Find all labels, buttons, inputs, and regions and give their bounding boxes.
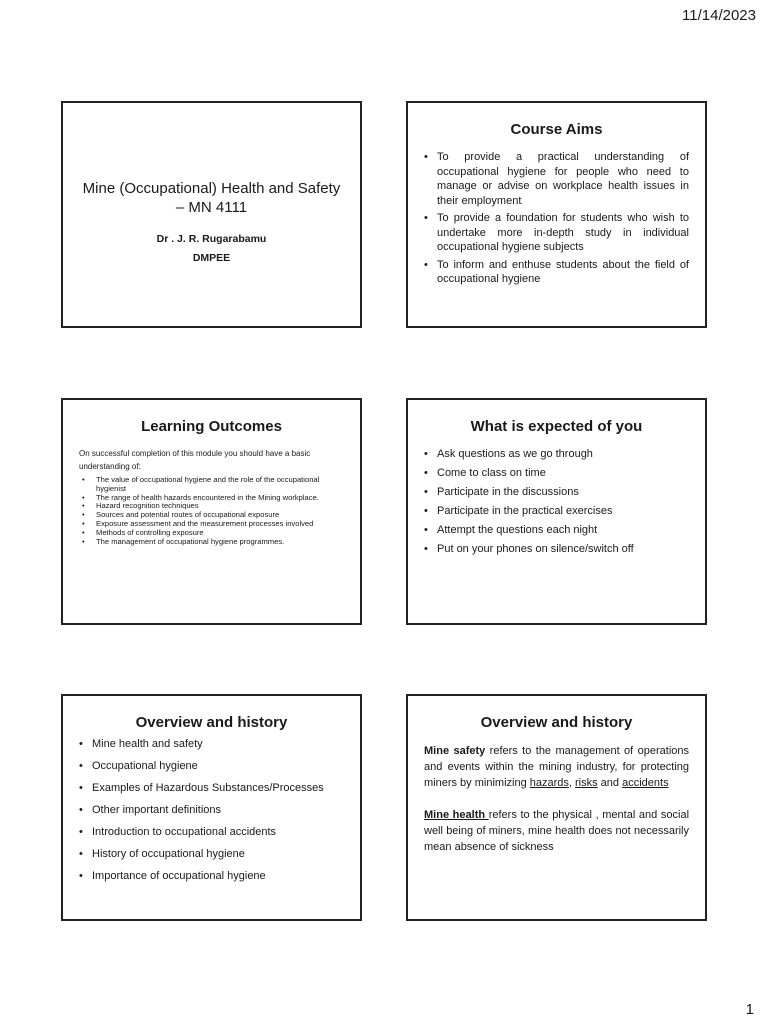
list-item: • Participate in the discussions bbox=[424, 485, 689, 499]
separator-text: , bbox=[568, 777, 576, 789]
slide-title: What is expected of you bbox=[470, 418, 643, 435]
slide-title: Course Aims bbox=[510, 121, 603, 138]
department-name: DMPEE bbox=[192, 252, 231, 264]
slide-learning-outcomes bbox=[61, 398, 362, 625]
list-item: • Occupational hygiene bbox=[79, 759, 344, 773]
list-item: • The range of health hazards encountered in the Mining workplace. bbox=[82, 494, 344, 503]
slide-overview-definitions bbox=[406, 694, 707, 921]
intro-text: On successful completion of this module you should have a basic understanding of: bbox=[79, 449, 311, 471]
definition-text: refers to the management of operations and events within the mining industry, for protecting miners by minimizing bbox=[424, 745, 689, 789]
page-number: 1 bbox=[745, 1001, 754, 1018]
slide-title: Overview and history bbox=[135, 714, 288, 731]
list-item: • To provide a practical understanding of occupational hygiene for people who need to manage or advise on workplace health issues in their employment bbox=[424, 150, 689, 208]
list-item: • Sources and potential routes of occupational exposure bbox=[82, 511, 344, 520]
bullet-list bbox=[79, 737, 344, 883]
list-item: • Examples of Hazardous Substances/Processes bbox=[79, 781, 344, 795]
list-item: • Put on your phones on silence/switch off bbox=[424, 542, 689, 556]
list-item: • History of occupational hygiene bbox=[79, 847, 344, 861]
separator-text: and bbox=[597, 777, 623, 789]
slide-overview-list bbox=[61, 694, 362, 921]
list-item: • To provide a foundation for students who wish to undertake more in-depth study in individual occupational hygiene subjects bbox=[424, 211, 689, 255]
list-item: • Introduction to occupational accidents bbox=[79, 825, 344, 839]
list-item: • Come to class on time bbox=[424, 466, 689, 480]
list-item: • Other important definitions bbox=[79, 803, 344, 817]
list-item: • Importance of occupational hygiene bbox=[79, 869, 344, 883]
list-item: • Mine health and safety bbox=[79, 737, 344, 751]
list-item: • The management of occupational hygiene programmes. bbox=[82, 538, 344, 547]
accidents-link[interactable]: accidents bbox=[622, 777, 669, 789]
slide-course-aims bbox=[406, 101, 707, 328]
list-item: • The value of occupational hygiene and the role of the occupational hygienist bbox=[82, 476, 344, 494]
list-item: • Participate in the practical exercises bbox=[424, 504, 689, 518]
list-item: • Methods of controlling exposure bbox=[82, 529, 344, 538]
list-item: • To inform and enthuse students about the field of occupational hygiene bbox=[424, 258, 689, 287]
term-mine-safety: Mine safety bbox=[424, 745, 486, 757]
author-name: Dr . J. R. Rugarabamu bbox=[156, 233, 267, 245]
list-item: • Exposure assessment and the measurement processes involved bbox=[82, 520, 344, 529]
slide-title: Overview and history bbox=[480, 714, 633, 731]
bullet-list bbox=[424, 447, 689, 556]
term-mine-health: Mine health bbox=[424, 809, 489, 821]
bullet-list bbox=[424, 150, 689, 287]
mine-health-definition bbox=[424, 807, 689, 855]
hazards-link[interactable]: hazards bbox=[529, 777, 569, 789]
bullet-list bbox=[79, 476, 344, 546]
definition-text: refers to the physical , mental and social well being of miners, mine health does not necessarily mean absence of sickness bbox=[424, 809, 690, 853]
slide-expectations bbox=[406, 398, 707, 625]
risks-link[interactable]: risks bbox=[575, 777, 598, 789]
slide-title-page bbox=[61, 101, 362, 328]
list-item: • Ask questions as we go through bbox=[424, 447, 689, 461]
list-item: • Hazard recognition techniques bbox=[82, 502, 344, 511]
mine-safety-definition bbox=[424, 743, 689, 791]
list-item: • Attempt the questions each night bbox=[424, 523, 689, 537]
slide-title: Learning Outcomes bbox=[141, 418, 282, 435]
course-title: Mine (Occupational) Health and Safety – MN 4111 bbox=[82, 180, 341, 216]
print-date: 11/14/2023 bbox=[682, 7, 756, 24]
